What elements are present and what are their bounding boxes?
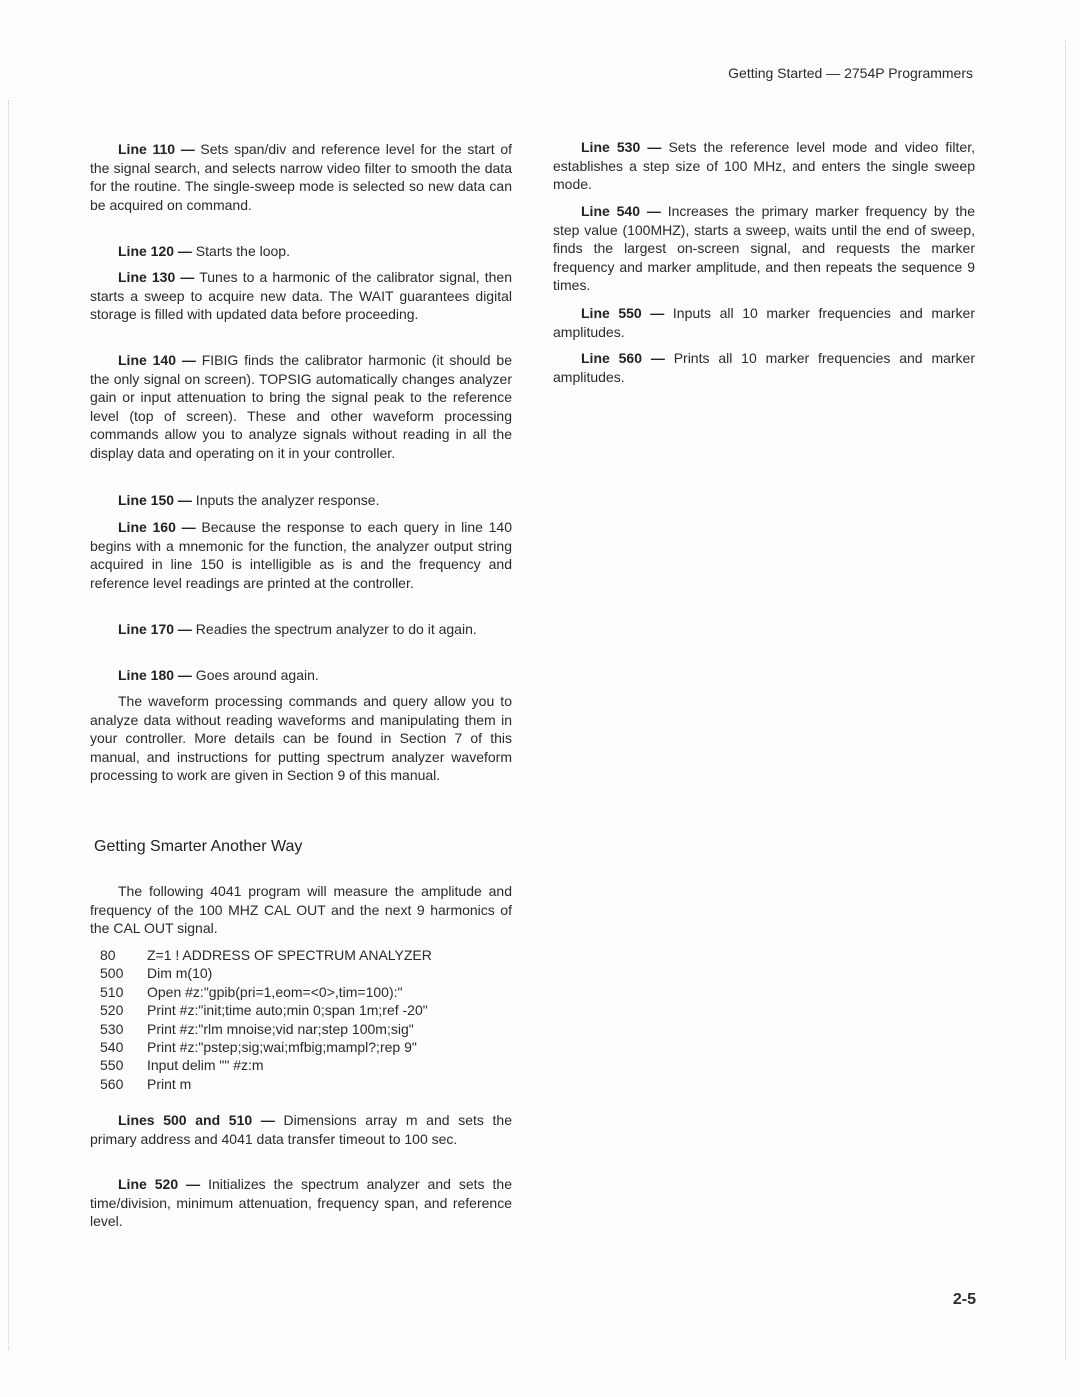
paragraph-line-150: Line 150 — Inputs the analyzer response. <box>118 492 380 508</box>
paragraph-line-550: Line 550 — Inputs all 10 marker frequencies and marker amplitudes. <box>553 305 975 340</box>
paragraph-line-520: Line 520 — Initializes the spectrum analyzer and sets the time/division, minimum attenuation, frequency span, and reference level. <box>90 1176 512 1230</box>
paragraph-line-560: Line 560 — Prints all 10 marker frequencies and marker amplitudes. <box>553 350 975 385</box>
paragraph-line-180: Line 180 — Goes around again. <box>118 667 319 683</box>
code-line: 540 Print #z:"pstep;sig;wai;mfbig;mampl?;rep 9" <box>100 1039 417 1056</box>
paragraph-line-140: Line 140 — FIBIG finds the calibrator harmonic (it should be the only signal on screen). TOPSIG automatically changes analyzer gain or input attenuation to bring the signal peak to the reference level (top of screen). These and other waveform processing commands allow you to analyze signals without reading in all the display data and operating on it in your controller. <box>90 352 513 461</box>
running-header: Getting Started — 2754P Programmers <box>728 65 973 81</box>
paragraph-line-110: Line 110 — Sets span/div and reference level for the start of the signal search, and selects narrow video filter to smooth the data for the routine. The single-sweep mode is selected so new data can be acquired on command. <box>90 141 512 213</box>
paragraph-line-540: Line 540 — Increases the primary marker frequency by the step value (100MHZ), starts a sweep, waits until the end of sweep, finds the largest on-screen signal, and requests the marker frequency and marker amplitude, and then repeats the sequence 9 times. <box>553 203 975 294</box>
page-number: 2-5 <box>952 1291 976 1308</box>
code-line: 500 Dim m(10) <box>100 965 213 982</box>
paragraph-line-160: Line 160 — Because the response to each query in line 140 begins with a mnemonic for the function, the analyzer output string acquired in line 150 is intelligible as is and the frequency and reference level readings are printed at the controller. <box>90 519 512 591</box>
paragraph-waveform: The waveform processing commands and query allow you to analyze data without reading waveforms and manipulating them in your controller. More details can be found in Section 7 of this manual, and instructions for putting spectrum analyzer waveform processing to work are given in Section 9 of this manual. <box>90 693 512 784</box>
paragraph-intro: The following 4041 program will measure the amplitude and frequency of the 100 MHZ CAL OUT and the next 9 harmonics of the CAL OUT signal. <box>90 883 512 937</box>
code-line: 520 Print #z:"init;time auto;min 0;span 1m;ref -20" <box>100 1002 428 1019</box>
paragraph-line-130: Line 130 — Tunes to a harmonic of the calibrator signal, then starts a sweep to acquire new data. The WAIT guarantees digital storage is filled with updated data before proceeding. <box>90 269 513 323</box>
section-heading: Getting Smarter Another Way <box>94 838 303 855</box>
scan-edge-right <box>1045 40 1066 1360</box>
code-line: 550 Input delim "" #z:m <box>100 1057 264 1074</box>
code-line: 560 Print m <box>100 1075 192 1092</box>
code-line: 530 Print #z:"rlm mnoise;vid nar;step 100m;sig" <box>100 1020 414 1037</box>
paragraph-lines-500-510: Lines 500 and 510 — Dimensions array m and sets the primary address and 4041 data transfer timeout to 100 sec. <box>90 1112 512 1147</box>
scan-edge-left <box>8 100 10 1350</box>
program-listing <box>100 946 432 1093</box>
paragraph-line-120: Line 120 — Starts the loop. <box>118 243 290 259</box>
code-line: 510 Open #z:"gpib(pri=1,eom=<0>,tim=100):" <box>100 983 403 1000</box>
paragraph-line-530: Line 530 — Sets the reference level mode and video filter, establishes a step size of 100 MHz, and enters the single sweep mode. <box>553 139 975 193</box>
code-line: 80 Z=1 ! ADDRESS OF SPECTRUM ANALYZER <box>100 947 432 963</box>
paragraph-line-170: Line 170 — Readies the spectrum analyzer to do it again. <box>118 621 477 637</box>
